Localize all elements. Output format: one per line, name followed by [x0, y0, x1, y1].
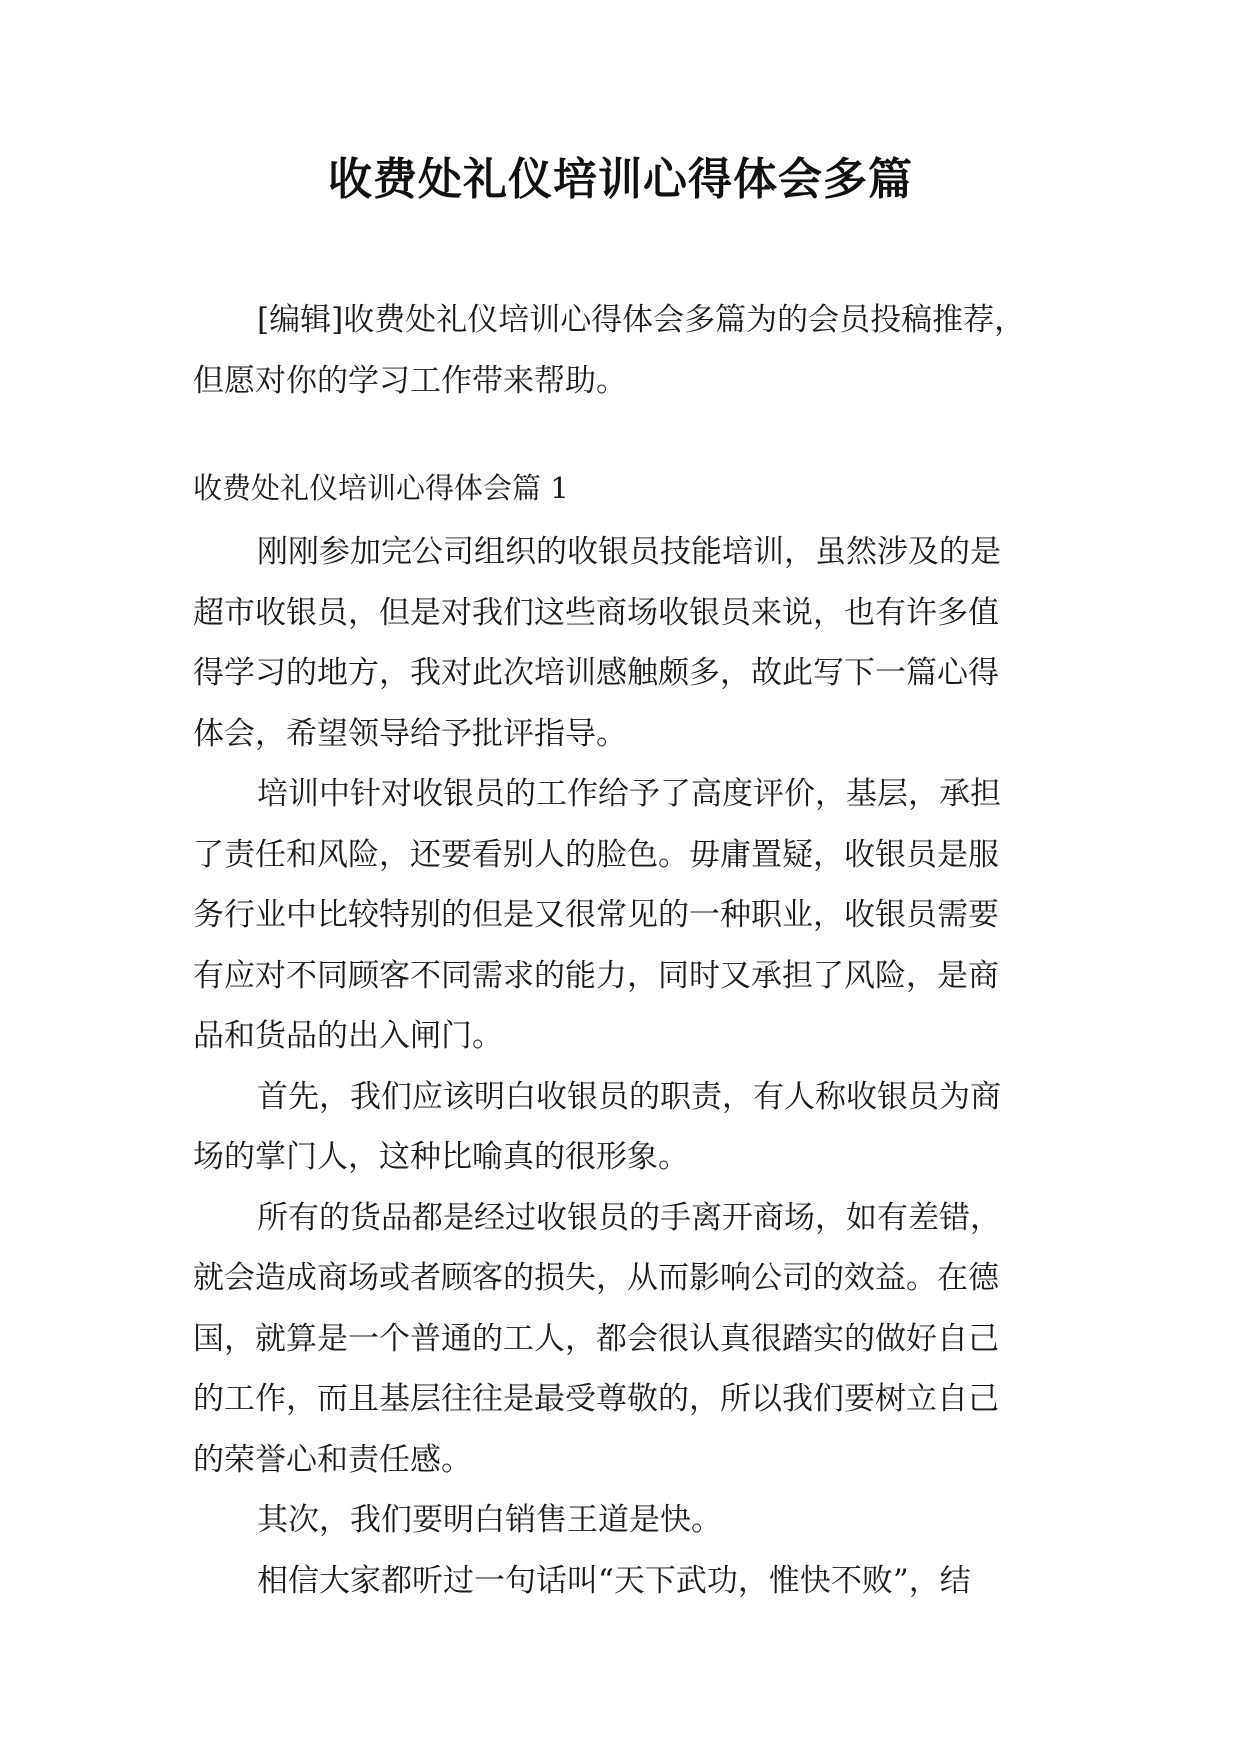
- paragraph-line: 超市收银员，但是对我们这些商场收银员来说，也有许多值: [193, 594, 999, 631]
- paragraph: [193, 1188, 1053, 1491]
- paragraph-line: 的工作，而且基层往往是最受尊敬的，所以我们要树立自己: [193, 1381, 999, 1417]
- paragraph-line: 得学习的地方，我对此次培训感触颇多，故此写下一篇心得: [193, 655, 999, 691]
- paragraph-line: 场的掌门人，这种比喻真的很形象。: [193, 1139, 689, 1175]
- paragraph-line: 其次，我们要明白销售王道是快。: [257, 1502, 722, 1538]
- intro-paragraph: [193, 290, 1053, 412]
- paragraph: [193, 522, 1053, 764]
- paragraph: [193, 1490, 1053, 1551]
- paragraph-line: 了责任和风险，还要看别人的脸色。毋庸置疑，收银员是服: [193, 836, 999, 873]
- paragraph: [193, 764, 1053, 1067]
- paragraph: [193, 1067, 1053, 1188]
- intro-line: [编辑]收费处礼仪培训心得体会多篇为的会员投稿推荐，: [257, 302, 1026, 338]
- paragraph-line: 就会造成商场或者顾客的损失，从而影响公司的效益。在德: [193, 1260, 999, 1296]
- paragraph-line: 培训中针对收银员的工作给予了高度评价，基层，承担: [257, 776, 1001, 812]
- intro-line: 但愿对你的学习工作带来帮助。: [193, 363, 627, 399]
- document-title: 收费处礼仪培训心得体会多篇: [328, 154, 913, 205]
- paragraph-line: 的荣誉心和责任感。: [193, 1441, 472, 1478]
- document-body: [193, 522, 1053, 1611]
- paragraph-line: 首先，我们应该明白收银员的职责，有人称收银员为商: [257, 1078, 1001, 1115]
- paragraph-line: 体会，希望领导给予批评指导。: [193, 715, 627, 752]
- paragraph-line: 有应对不同顾客不同需求的能力，同时又承担了风险，是商: [193, 957, 999, 994]
- paragraph-line: 所有的货品都是经过收银员的手离开商场，如有差错，: [257, 1199, 1001, 1236]
- paragraph-line: 刚刚参加完公司组织的收银员技能培训，虽然涉及的是: [257, 534, 1001, 570]
- paragraph-line: 国，就算是一个普通的工人，都会很认真很踏实的做好自己: [193, 1320, 999, 1357]
- paragraph-line: 品和货品的出入闸门。: [193, 1018, 503, 1054]
- paragraph-line: 相信大家都听过一句话叫“天下武功，惟快不败”，结: [257, 1562, 971, 1599]
- paragraph: [193, 1551, 1053, 1612]
- section-heading: 收费处礼仪培训心得体会篇 1: [193, 471, 569, 505]
- paragraph-line: 务行业中比较特别的但是又很常见的一种职业，收银员需要: [193, 897, 999, 933]
